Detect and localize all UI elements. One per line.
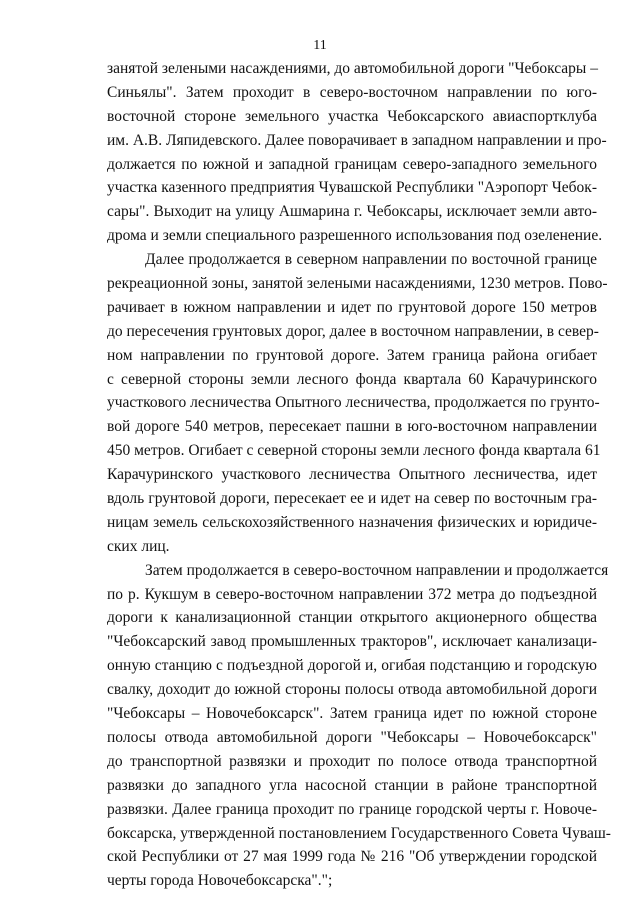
paragraph xyxy=(107,559,611,893)
text-line: должается по южной и западной границам северо-западного земельного xyxy=(107,155,597,173)
text-line: "Чебоксарский завод промышленных тракторов", исключает канализаци- xyxy=(107,633,597,651)
text-line: свалку, доходит до южной стороны полосы отвода автомобильной дороги xyxy=(107,681,597,699)
text-line: "Чебоксары – Новочебоксарск". Затем граница идет по южной стороне xyxy=(107,705,597,723)
text-line: сары". Выходит на улицу Ашмарина г. Чебоксары, исключает земли авто- xyxy=(107,203,597,221)
text-line: рекреационной зоны, занятой зелеными насаждениями, 1230 метров. Пово- xyxy=(107,275,608,293)
text-line: ских лиц. xyxy=(107,537,170,555)
text-line: занятой зелеными насаждениями, до автомобильной дороги "Чебоксары – xyxy=(107,60,598,77)
text-line: Карачуринского участкового лесничества Опытного лесничества, идет xyxy=(107,466,597,484)
text-line: Затем продолжается в северо-восточном направлении и продолжается xyxy=(145,561,609,579)
paragraph xyxy=(107,57,607,248)
text-line: участкового лесничества Опытного лесничества, продолжается по грунто- xyxy=(107,394,600,412)
text-line: участка казенного предприятия Чувашской Республики "Аэропорт Чебок- xyxy=(107,179,597,197)
text-line: с северной стороны земли лесного фонда квартала 60 Карачуринского xyxy=(107,370,597,388)
text-line: ской Республики от 27 мая 1999 года № 216 "Об утверждении городской xyxy=(107,848,597,866)
text-line: Синьялы". Затем проходит в северо-восточном направлении по юго- xyxy=(107,83,597,101)
text-line: развязки. Далее граница проходит по границе городской черты г. Новоче- xyxy=(107,800,597,818)
text-line: ном направлении по грунтовой дороге. Затем граница района огибает xyxy=(107,346,597,364)
text-line: боксарска, утвержденной постановлением Государственного Совета Чуваш- xyxy=(107,824,611,842)
text-line: развязки до западного угла насосной станции в районе транспортной xyxy=(107,776,597,794)
text-line: вой дороге 540 метров, пересекает пашни в юго-восточном направлении xyxy=(107,418,597,436)
text-line: вдоль грунтовой дороги, пересекает ее и идет на север по восточным гра- xyxy=(107,490,597,508)
text-line: дрома и земли специального разрешенного использования под озеленение. xyxy=(107,227,603,245)
text-line: до пересечения грунтовых дорог, далее в восточном направлении, в север- xyxy=(107,322,599,340)
text-line: черты города Новочебоксарска"."; xyxy=(107,872,333,890)
text-line: рачивает в южном направлении и идет по грунтовой дороге 150 метров xyxy=(107,298,597,316)
text-line: Далее продолжается в северном направлении по восточной границе xyxy=(145,251,597,269)
text-line: восточной стороне земельного участка Чебоксарского авиаспортклуба xyxy=(107,107,597,125)
text-line: онную станцию с подъездной дорогой и, огибая подстанцию и городскую xyxy=(107,657,597,675)
text-line: дороги к канализационной станции открытого акционерного общества xyxy=(107,609,597,627)
text-line: по р. Кукшум в северо-восточном направлении 372 метра до подъездной xyxy=(107,585,597,603)
document-body xyxy=(107,57,611,893)
text-line: полосы отвода автомобильной дороги "Чебоксары – Новочебоксарск" xyxy=(107,728,597,746)
text-line: до транспортной развязки и проходит по полосе отвода транспортной xyxy=(107,752,597,770)
text-line: 450 метров. Огибает с северной стороны земли лесного фонда квартала 61 xyxy=(107,442,601,460)
page-number: 11 xyxy=(313,38,327,53)
text-line: ницам земель сельскохозяйственного назначения физических и юридиче- xyxy=(107,513,597,531)
text-line: им. А.В. Ляпидевского. Далее поворачивает в западном направлении и про- xyxy=(107,131,607,149)
paragraph xyxy=(107,248,608,559)
